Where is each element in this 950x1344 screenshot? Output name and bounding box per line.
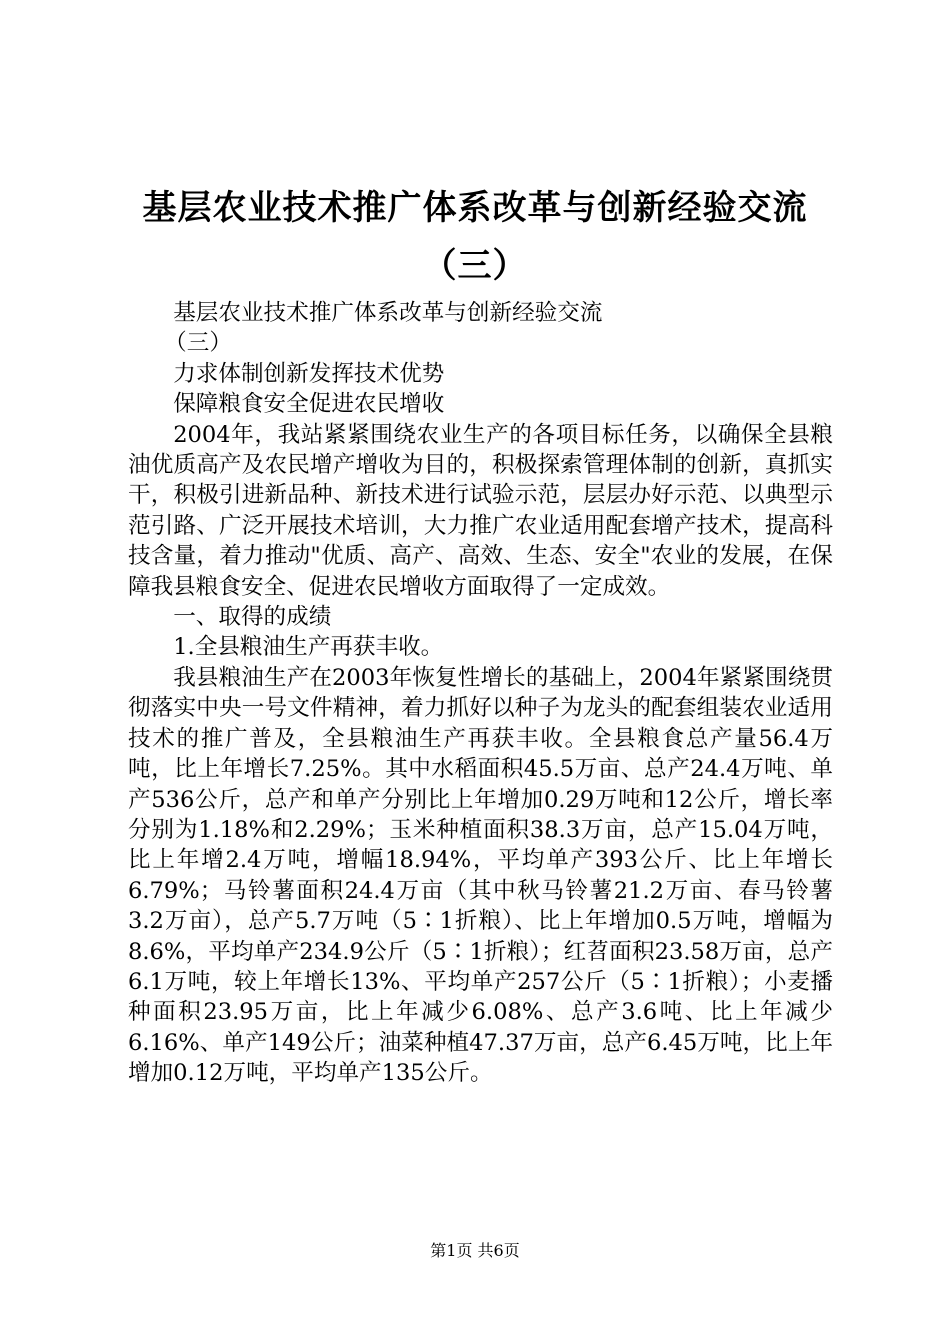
heading-line: 力求体制创新发挥技术优势 xyxy=(173,360,445,387)
heading-line: 保障粮食安全促进农民增收 xyxy=(173,391,445,418)
detail-paragraph: 我县粮油生产在2003年恢复性增长的基础上，2004年紧紧围绕贯彻落实中央一号文件精神，着力抓好以种子为龙头的配套组装农业适用技术的推广普及，全县粮油生产再获丰收。全县粮食总产量56.4万吨，比上年增长7.25%。其中水稻面积45.5万亩、总产24.4万吨、单产536公斤，总产和单产分别比上年增加0.29万吨和12公斤，增长率分别为1.18%和2.29%；玉米种植面积38.3万亩，总产15.04万吨，比上年增2.4万吨，增幅18.94%，平均单产393公斤、比上年增长6.79%；马铃薯面积24.4万亩（其中秋马铃薯21.2万亩、春马铃薯3.2万亩），总产5.7万吨（5∶1折粮）、比上年增加0.5万吨，增幅为8.6%，平均单产234.9公斤（5∶1折粮）；红苕面积23.58万亩，总产6.1万吨，较上年增长13%、平均单产257公斤（5∶1折粮）；小麦播种面积23.95万亩，比上年减少6.08%、总产3.6吨、比上年减少6.16%、单产149公斤；油菜种植47.37万亩，总产6.45万吨，比上年增加0.12万吨，平均单产135公斤。 xyxy=(128,664,833,1087)
subtitle-line: 基层农业技术推广体系改革与创新经验交流 xyxy=(173,300,603,326)
document-title-suffix: （三） xyxy=(422,246,528,286)
intro-paragraph: 2004年，我站紧紧围绕农业生产的各项目标任务，以确保全县粮油优质高产及农民增产增收为目的，积极探索管理体制的创新，真抓实干，积极引进新品种、新技术进行试验示范，层层办好示范、以典型示范引路、广泛开展技术培训，大力推广农业适用配套增产技术，提高科技含量，着力推动"优质、高产、高效、生态、安全"农业的发展，在保障我县粮食安全、促进农民增收方面取得了一定成效。 xyxy=(128,421,833,600)
subtitle-suffix-line: （三） xyxy=(164,330,232,357)
document-body xyxy=(128,298,833,1089)
numbered-item: 1.全县粮油生产再获丰收。 xyxy=(173,634,444,661)
page-footer: 第1页 共6页 xyxy=(430,1241,520,1260)
section-heading: 一、取得的成绩 xyxy=(173,604,332,631)
document-title: 基层农业技术推广体系改革与创新经验交流 xyxy=(142,188,808,228)
